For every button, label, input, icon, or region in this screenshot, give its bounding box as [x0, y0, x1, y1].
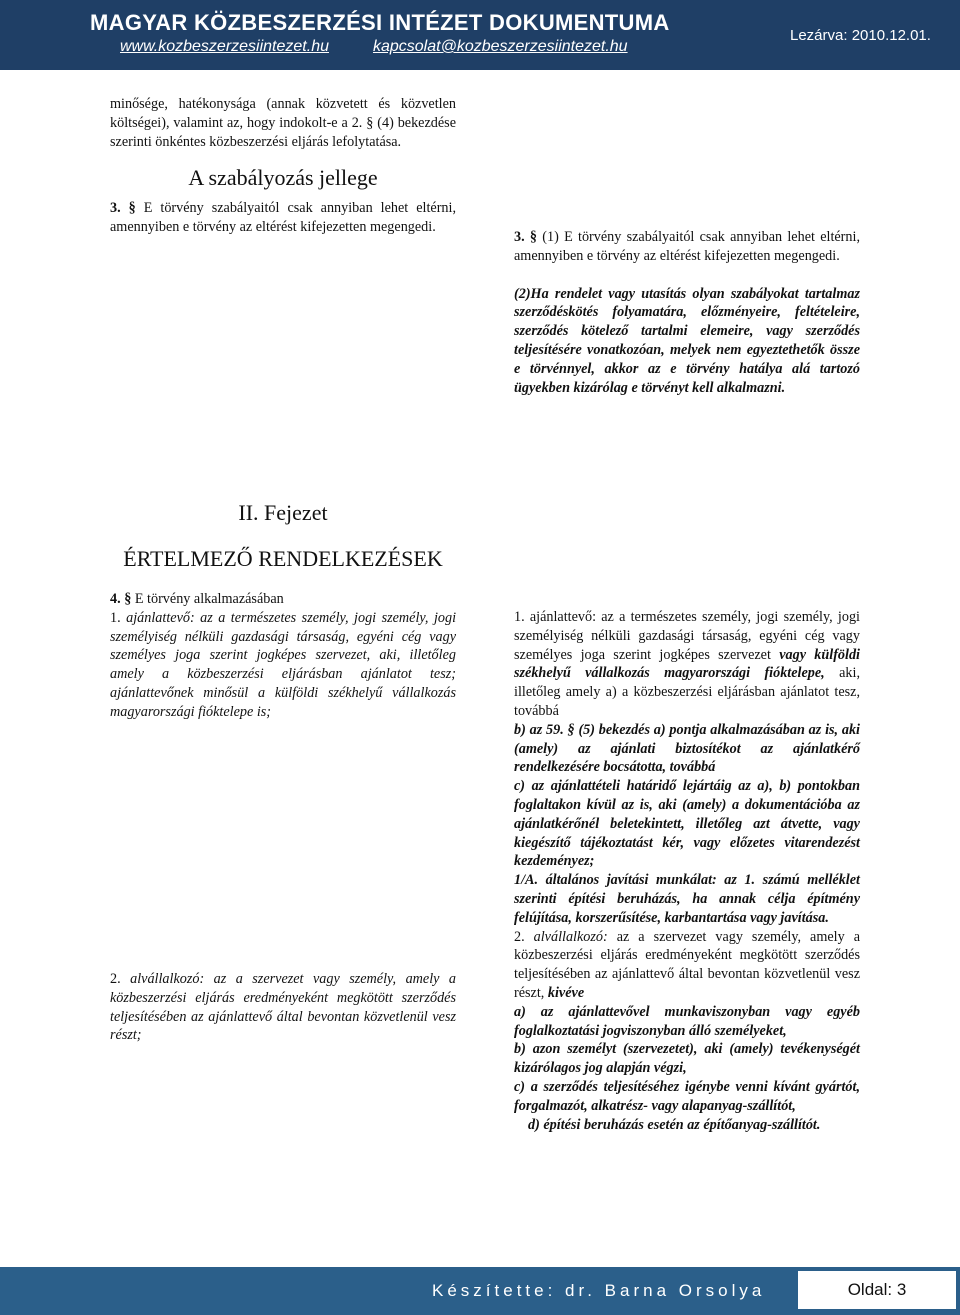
section-text: (1) E törvény szabályaitól csak annyiban lehet eltérni, amennyiben e törvény az eltérést kifejezetten megengedi. [514, 229, 860, 264]
chapter-number: II. Fejezet [238, 500, 328, 525]
section-number: 3. § [110, 200, 136, 217]
section-title: A szabályozás jellege [188, 165, 378, 191]
right-column-top [514, 228, 860, 397]
footer-author: Készítette: dr. Barna Orsolya [432, 1281, 766, 1300]
exception-c: c) a szerződés teljesítéséhez igénybe venni kívánt gyártót, forgalmazót, alkatrész- vagy alapanyag-szállítót, [514, 1078, 860, 1114]
definition-text: alvállalkozó: az a szervezet vagy személy, amely a közbeszerzési eljárás eredményeként megkötött szerződés teljesítésében az ajánlattevő által bevontan közvetlenül vesz részt; [110, 971, 456, 1044]
header-title: MAGYAR KÖZBESZERZÉSI INTÉZET DOKUMENTUMA [90, 10, 670, 35]
definition-text: az a szervezet vagy személy, amely a közbeszerzési eljárás eredményeként megkötött szerződés teljesítésében az ajánlattevő által bevontan közvetlenül vesz részt, [514, 928, 860, 1001]
left-section-3 [110, 199, 456, 237]
definition-number: 1. [110, 609, 127, 626]
left-column-definition-2 [110, 970, 456, 1045]
definition-text: 1. ajánlattevő: az a természetes személy, jogi személy, jogi személyiség nélküli gazdasági társaság, egyéni cég vagy személyes joga szerint jogképes szervezet [514, 609, 860, 663]
right-section-3-paragraph-2: (2)Ha rendelet vagy utasítás olyan szabályokat tartalmaz szerződéskötés folyamatára, előzményeire, feltételeire, szerződés kötelező tartalmi elemeire, vagy szerződés teljesítésére vonatkozóan, melyek nem egyeztethetők össze e törvénnyel, akkor az e törvény hatálya alá tartozó ügyekben kizárólag e törvényt kell alkalmazni. [514, 285, 860, 396]
page-number: Oldal: 3 [798, 1271, 956, 1309]
definition-text-cont: aki, illetőleg amely a) a közbeszerzési eljárásban ajánlatot tesz, továbbá [514, 665, 860, 719]
definition-text: ajánlattevő: az a természetes személy, jogi személy, jogi személyiség nélküli gazdasági társaság, egyéni cég vagy személyes joga szerint jogképes szervezet, aki, illetőleg amely a közbeszerzési eljárásban ajánlatot tesz; ajánlattevőnek minősül a külföldi székhelyű vállalkozás magyarországi fióktelepe is; [110, 609, 457, 720]
left-column-definitions [110, 590, 456, 722]
intro-paragraph: minősége, hatékonysága (annak közvetett és közvetlen költségei), valamint az, hogy indokolt-e a 2. § (4) bekezdése szerinti önkéntes közbeszerzési eljárás lefolytatása. [110, 96, 456, 150]
exception-a: a) az ajánlattevővel munkaviszonyban vagy egyéb foglalkoztatási jogviszonyban álló személyeket, [514, 1003, 860, 1039]
exception-d: d) építési beruházás esetén az építőanyag-szállítót. [528, 1116, 821, 1133]
right-section-3 [514, 228, 860, 266]
definition-2 [514, 928, 860, 1003]
definition-1 [110, 609, 456, 722]
definition-exception: kivéve [547, 984, 585, 1001]
header-links [120, 38, 628, 56]
email-link[interactable]: kapcsolat@kozbeszerzesiintezet.hu [372, 38, 628, 55]
left-section-4 [110, 590, 456, 609]
chapter-title: ÉRTELMEZŐ RENDELKEZÉSEK [123, 546, 443, 571]
section-title: E törvény alkalmazásában [131, 591, 284, 607]
chapter-heading [110, 500, 456, 572]
definition-number: 2. [514, 928, 534, 945]
definition-1-c: c) az ajánlattételi határidő lejártáig az a), b) pontokban foglaltakon kívül az is, aki (amely) a dokumentációba az ajánlatkérőnél beletekintett, illetőleg azt átvette, vagy kiegészítő tájékoztatást kér, vagy előzetes vitarendezést kezdeményez; [514, 778, 860, 870]
exception-b: b) azon személyt (szervezetet), aki (amely) tevékenységét kizárólagos jog alapján végzi, [514, 1041, 860, 1077]
definition-label: alvállalkozó: [533, 928, 608, 945]
definition-1-b: b) az 59. § (5) bekezdés a) pontja alkalmazásában az is, aki (amely) az ajánlati biztosítékot az ajánlatkérő rendelkezésére bocsátotta, továbbá [514, 721, 860, 776]
section-number: 4. § [110, 591, 132, 607]
definition-1 [514, 608, 860, 721]
definition-2 [110, 970, 456, 1045]
section-text: E törvény szabályaitól csak annyiban lehet eltérni, amennyiben e törvény az eltérést kifejezetten megengedi. [110, 200, 456, 236]
website-link[interactable]: www.kozbeszerzesiintezet.hu [120, 38, 329, 55]
document-footer [0, 1267, 960, 1315]
section-number: 3. § [514, 229, 537, 245]
document-header [0, 0, 960, 70]
deadline-date: Lezárva: 2010.12.01. [790, 27, 931, 44]
right-column-definitions [514, 608, 860, 1134]
definition-amendment: vagy külföldi székhelyű vállalkozás magyarországi fióktelepe, [514, 646, 860, 682]
definition-number: 2. [110, 971, 131, 987]
left-column-top [110, 95, 456, 237]
definition-1a: 1/A. általános javítási munkálat: az 1. számú melléklet szerinti építési beruházás, ha annak célja építmény felújítása, korszerűsítése, karbantartása vagy javítása. [514, 872, 860, 926]
